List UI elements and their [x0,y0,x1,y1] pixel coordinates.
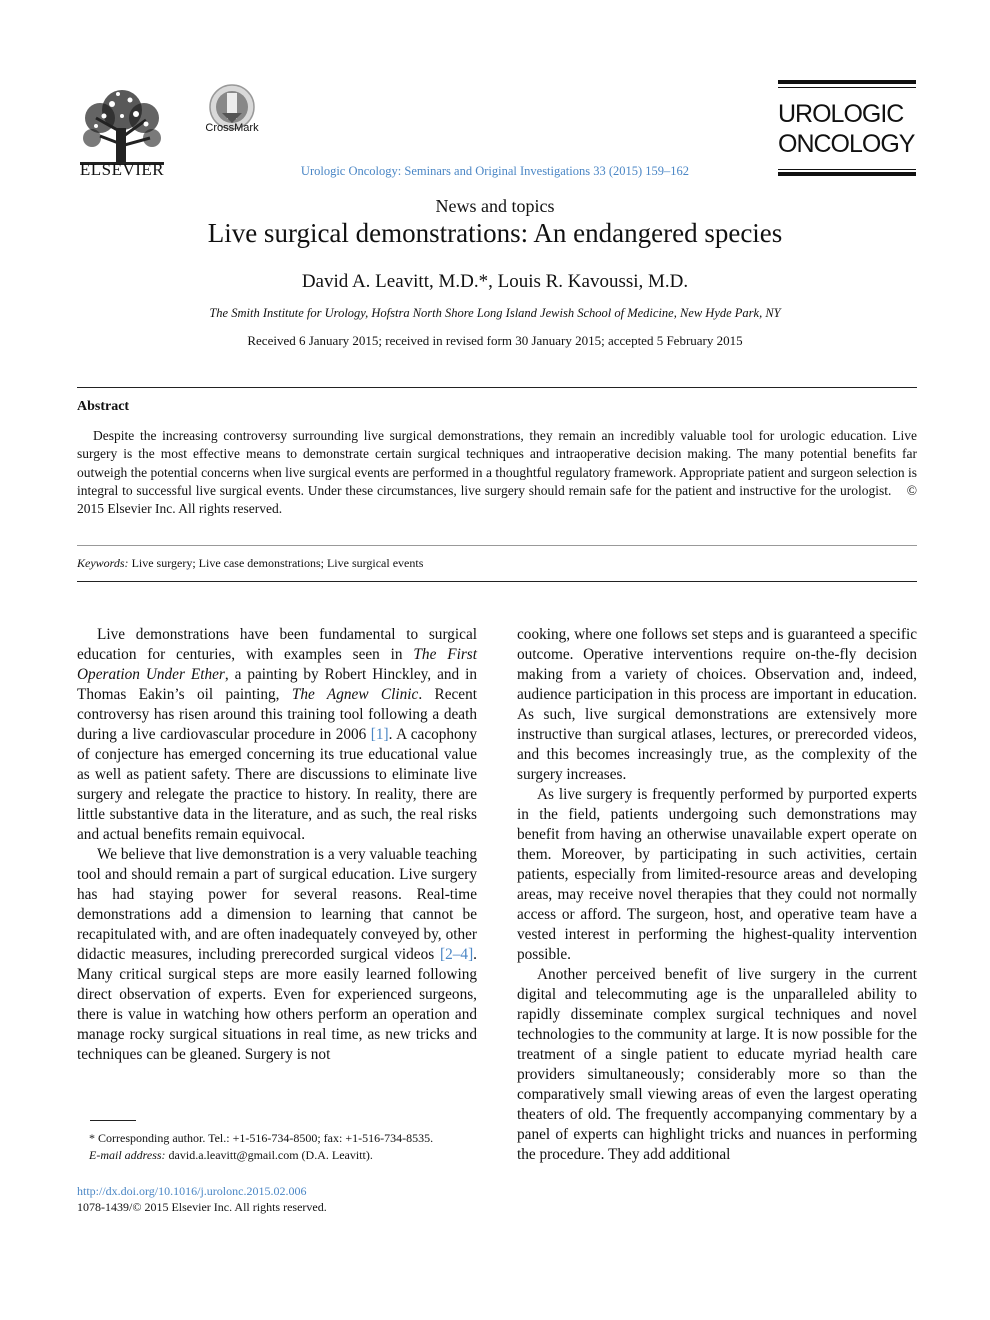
journal-title-bottom-rule [778,172,916,176]
publisher-name: ELSEVIER [79,160,165,179]
article-dates: Received 6 January 2015; received in revised form 30 January 2015; accepted 5 February 2015 [247,333,743,348]
author-affiliation: The Smith Institute for Urology, Hofstra North Shore Long Island Jewish School of Medicine, New Hyde Park, NY [209,306,781,320]
journal-title-line2: ONCOLOGY [778,130,915,158]
body-paragraph: As live surgery is frequently performed by purported experts in the field, patients undergoing such demonstrations may benefit from having an otherwise unavailable expert operate on them. Moreover, by participating in such activities, certain patients, especially from limited-resource areas and developing areas, may receive novel therapies that they could not normally access or afford. The surgeon, host, and operative team have a vested interest in performing the highest-quality intervention possible. [517,786,917,963]
journal-title-top-rule-thin [778,87,916,88]
doi-link[interactable]: http://dx.doi.org/10.1016/j.urolonc.2015.02.006 [77,1184,307,1198]
footnote [77,1130,477,1164]
body-top-divider [77,581,917,582]
issn-copyright: 1078-1439/© 2015 Elsevier Inc. All rights reserved. [77,1200,327,1214]
article-title: Live surgical demonstrations: An endangered species [207,218,783,248]
article-authors: David A. Leavitt, M.D.*, Louis R. Kavoussi, M.D. [301,271,689,292]
body-paragraph: Another perceived benefit of live surgery in the current digital and telecommuting age is the unparalleled ability to rapidly disseminate complex surgical techniques and novel technologies to the community at large. It is now possible for the treatment of a single patient to educate myriad health care providers simultaneously; considerably more so than the comparatively small viewing areas of even the largest operating theaters of old. The frequently accompanying commentary by a panel of experts can highlight tricks and nuances in performing the procedure. They add additional [517,966,917,1163]
journal-title-top-rule [778,80,916,84]
citation-link[interactable]: [1] [370,726,389,743]
journal-reference-link[interactable]: Urologic Oncology: Seminars and Original Investigations 33 (2015) 159–162 [300,164,690,178]
crossmark-label: CrossMark [205,122,259,134]
footnote-divider [90,1120,136,1121]
citation-link[interactable]: [2–4] [440,946,474,963]
journal-title-bottom-rule-thin [778,169,916,170]
abstract-text: Despite the increasing controversy surrounding live surgical demonstrations, they remain an incredibly valuable tool for urologic education. Live surgery is the most effective means to demonstrate certain surgical techniques and intraoperative decision making. The many potential benefits far outweigh the potential concerns when live surgical events are performed in a thoughtful regulatory framework. Appropriate patient and surgeon selection is integral to successful live surgical events. Under these circumstances, live surgery should remain safe for the patient and instructive for the urologist. © 2015 Elsevier Inc. All rights reserved. [77,428,917,517]
abstract-heading: Abstract [77,399,130,414]
keywords: Keywords: Live surgery; Live case demonstrations; Live surgical events [77,556,424,570]
body-column-left [77,625,477,1065]
keywords-divider [77,545,917,546]
body-paragraph: We believe that live demonstration is a very valuable teaching tool and should remain a part of surgical education. Live surgery has had staying power for several reasons. Real-time demonstrations add a dimension to learning that cannot be recapitulated with, and are often inadequately conveyed by, other didactic measures, including prerecorded surgical videos [2–4]. Many critical surgical steps are more easily learned following direct observation of experts. Even for experienced surgeons, there is value in watching how others perform an operation and manage rocky surgical situations in real time, as new tricks and techniques can be gleaned. Surgery is not [77,846,477,1063]
body-paragraph: cooking, where one follows set steps and is guaranteed a specific outcome. Operative interventions require on-the-fly decision making from a variety of choices. Observation and, indeed, audience participation in this process are important in education. As such, live surgical demonstrations are extensively more instructive than surgical atlases, lectures, or prerecorded videos, and this becomes increasingly true, as the complexity of the surgery increases. [517,626,917,783]
abstract-copyright: © 2015 Elsevier Inc. All rights reserved. [77,482,917,517]
abstract-top-divider [77,387,917,388]
email-label: E-mail address: [89,1148,166,1162]
corresponding-author: * Corresponding author. Tel.: +1-516-734-8500; fax: +1-516-734-8535. [89,1131,434,1145]
email-address[interactable]: david.a.leavitt@gmail.com (D.A. Leavitt). [168,1148,373,1162]
journal-title-line1: UROLOGIC [778,100,904,128]
body-column-right [517,625,917,1165]
body-paragraph: Live demonstrations have been fundamental to surgical education for centuries, with examples seen in The First Operation Under Ether, a painting by Robert Hinckley, and in Thomas Eakin’s oil painting, The Agnew Clinic. Recent controversy has risen around this training tool following a death during a live cardiovascular procedure in 2006 [1]. A cacophony of conjecture has emerged concerning its true educational value as well as patient safety. There are discussions to eliminate live surgery and relegate the practice to history. In reality, there are little substantive data in the literature, and as such, the real risks and actual benefits remain equivocal. [77,626,478,843]
article-section: News and topics [435,196,555,216]
